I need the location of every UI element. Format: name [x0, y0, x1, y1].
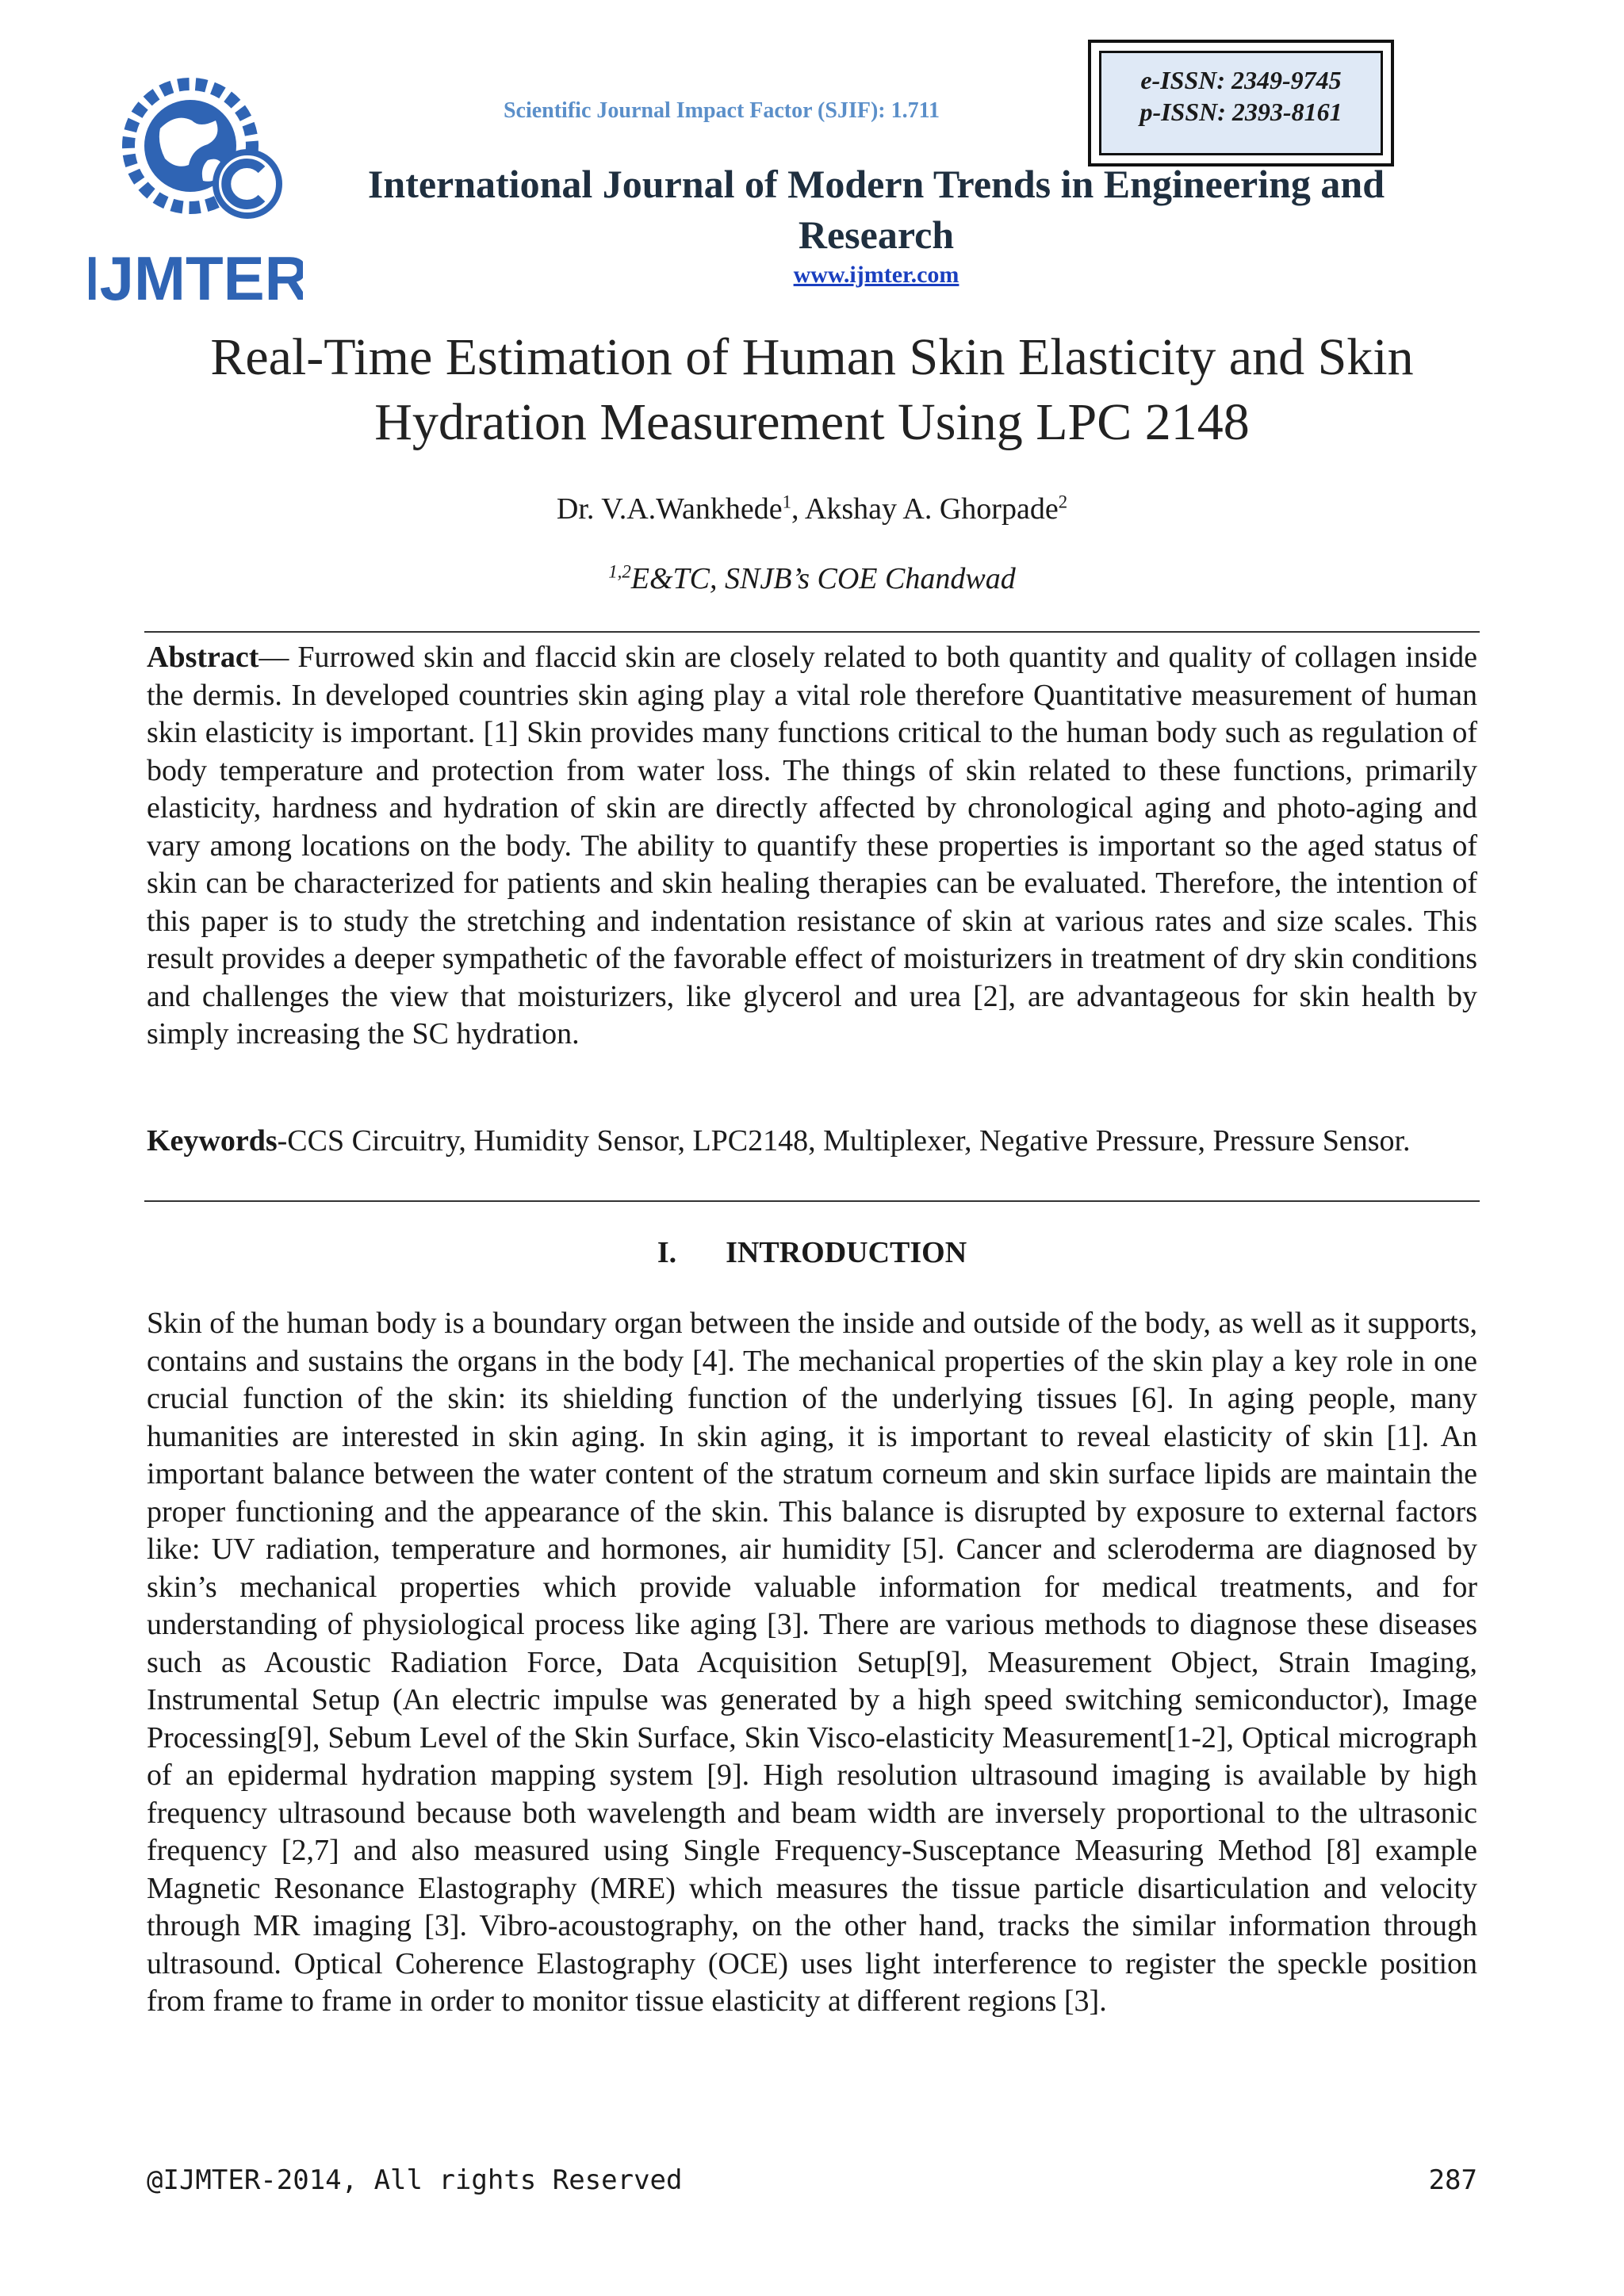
journal-url-link[interactable]: www.ijmter.com	[793, 262, 959, 288]
p-issn: p-ISSN: 2393-8161	[1139, 98, 1342, 126]
section-title: INTRODUCTION	[726, 1236, 967, 1269]
abstract	[147, 639, 1477, 1054]
abstract-rule-bottom	[144, 1200, 1480, 1202]
keywords	[147, 1123, 1477, 1161]
affiliation-text: E&TC, SNJB’s COE Chandwad	[630, 562, 1016, 595]
author-1: Dr. V.A.Wankhede	[556, 492, 783, 526]
e-issn: e-ISSN: 2349-9745	[1140, 66, 1342, 94]
affiliation	[119, 561, 1505, 596]
author-2: Akshay A. Ghorpade	[804, 492, 1059, 526]
abstract-label: Abstract	[147, 641, 259, 674]
abstract-rule-top	[144, 631, 1480, 633]
logo-text: IJMTER	[89, 243, 303, 311]
author-2-sup: 2	[1058, 492, 1068, 512]
paper-title: Real-Time Estimation of Human Skin Elasticity and Skin Hydration Measurement Using LPC 2148	[210, 328, 1414, 451]
issn-box	[1088, 40, 1394, 166]
introduction-paragraph: Skin of the human body is a boundary organ between the inside and outside of the body, as well as it supports, contains and sustains the organs in the body [4]. The mechanical properties of the skin play a key role in one crucial function of the skin: its shielding function of the underlying tissues [6]. In aging people, many humanities are interested in skin aging. In skin aging, it is important to reveal elasticity of skin [1]. An important balance between the water content of the stratum corneum and skin surface lipids are maintain the proper functioning and the appearance of the skin. This balance is disrupted by exposure to external factors like: UV radiation, temperature and hormones, air humidity [5]. Cancer and scleroderma are diagnosed by skin’s mechanical properties which provide valuable information for medical treatments, and for understanding of physiological process like aging [3]. There are various methods to diagnose these diseases such as Acoustic Radiation Force, Data Acquisition Setup[9], Measurement Object, Strain Imaging, Instrumental Setup (An electric impulse was generated by a high speed switching semiconductor), Image Processing[9], Sebum Level of the Skin Surface, Skin Visco-elasticity Measurement[1-2], Optical micrograph of an epidermal hydration mapping system [9]. High resolution ultrasound imaging is available by high frequency ultrasound because both wavelength and beam width are inversely proportional to the ultrasonic frequency [2,7] and also measured using Single Frequency-Susceptance Measuring Method [8] example Magnetic Resonance Elastography (MRE) which measures the tissue particle disarticulation and velocity through MR imaging [3]. Vibro-acoustography, on the other hand, tracks the similar information through ultrasound. Optical Coherence Elastography (OCE) uses light interference to register the speckle position from frame to frame in order to monitor tissue elasticity at different regions [3].	[147, 1307, 1477, 2018]
authors	[119, 492, 1505, 526]
keywords-text: -CCS Circuitry, Humidity Sensor, LPC2148, Multiplexer, Negative Pressure, Pressure Sensor.	[277, 1124, 1411, 1158]
footer-copyright: @IJMTER-2014, All rights Reserved	[147, 2164, 683, 2196]
affiliation-sup: 1,2	[608, 561, 631, 582]
abstract-text: — Furrowed skin and flaccid skin are closely related to both quantity and quality of collagen inside the dermis. In developed countries skin aging play a vital role therefore Quantitative measurement of human skin elasticity is important. [1] Skin provides many functions critical to the human body such as regulation of body temperature and protection from water loss. The things of skin related to these functions, primarily elasticity, hardness and hydration of skin are directly affected by chronological aging and photo-aging and vary among locations on the body. The ability to quantify these properties is important so the aged status of skin can be characterized for patients and skin healing therapies can be evaluated. Therefore, the intention of this paper is to study the stretching and indentation resistance of skin at various rates and size scales. This result provides a deeper sympathetic of the favorable effect of moisturizers in treatment of dry skin conditions and challenges the view that moisturizers, like glycerol and urea [2], are advantageous for skin health by simply increasing the SC hydration.	[147, 641, 1477, 1050]
section-heading	[147, 1235, 1477, 1270]
author-separator: ,	[791, 492, 805, 526]
journal-url-container	[341, 262, 1411, 289]
author-1-sup: 1	[782, 492, 792, 512]
impact-factor: Scientific Journal Impact Factor (SJIF): 1.711	[503, 98, 940, 123]
section-number: I.	[657, 1236, 677, 1269]
keywords-label: Keywords	[147, 1124, 278, 1158]
globe-gear-icon	[89, 73, 303, 311]
journal-title: International Journal of Modern Trends in Engineering and Research	[367, 162, 1385, 257]
journal-logo	[89, 73, 303, 311]
page-number: 287	[1428, 2164, 1477, 2196]
